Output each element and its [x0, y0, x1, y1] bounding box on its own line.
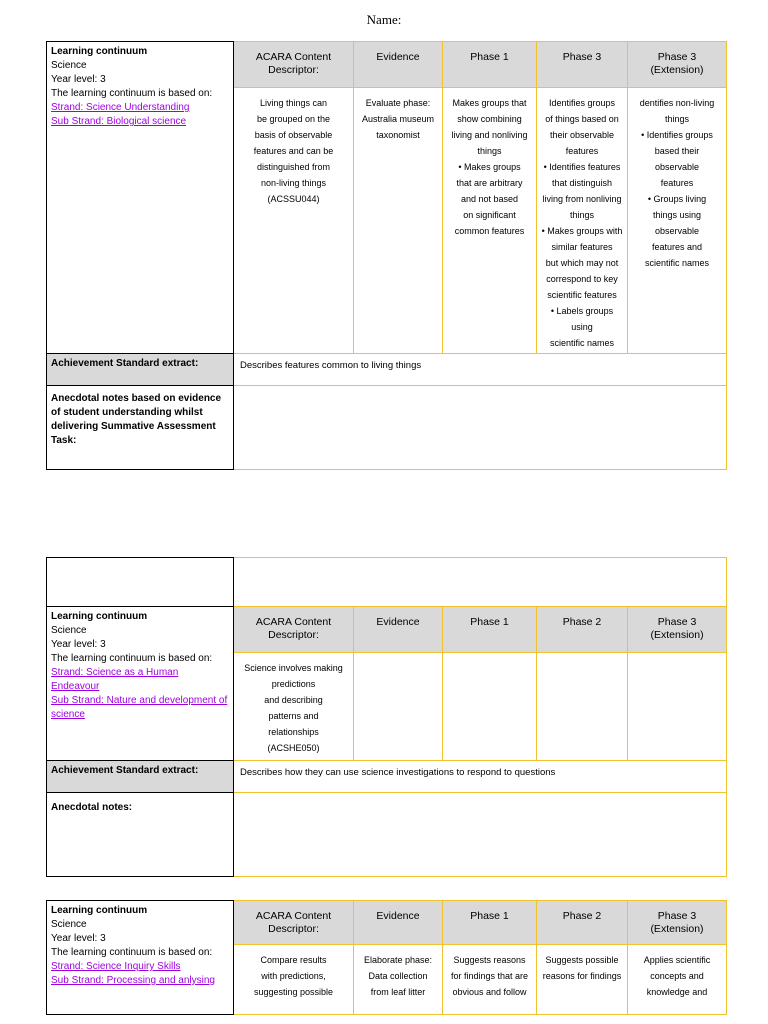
- subject: Science: [51, 919, 87, 930]
- header-evidence: Evidence: [354, 42, 443, 88]
- subject: Science: [51, 625, 87, 636]
- continuum-title: Learning continuum: [51, 46, 148, 57]
- descriptor-cell: Living things can be grouped on the basis of observable features and can be distinguished from non-living things (ACSSU044): [234, 88, 354, 354]
- phase-2-cell: Suggests possible reasons for findings: [537, 945, 628, 1015]
- strand-link[interactable]: Strand: Science Understanding: [51, 102, 190, 113]
- phase-3-extension-cell: dentifies non-living things • Identifies groups based their observable features • Groups living things using observable features and scientific names: [628, 88, 727, 354]
- sub-strand-link[interactable]: Sub Strand: Nature and development of science: [51, 695, 228, 720]
- based-on-label: The learning continuum is based on:: [51, 947, 213, 958]
- based-on-label: The learning continuum is based on:: [51, 653, 213, 664]
- phase-2-cell: [537, 653, 628, 761]
- achievement-standard-label: Achievement Standard extract:: [47, 354, 234, 386]
- header-phase-3-extension: Phase 3 (Extension): [628, 607, 727, 653]
- continuum-title: Learning continuum: [51, 905, 148, 916]
- blank-top-cell: [234, 558, 727, 607]
- year-level: Year level: 3: [51, 74, 106, 85]
- phase-3-extension-cell: [628, 653, 727, 761]
- header-evidence: Evidence: [354, 607, 443, 653]
- phase-3-cell: Identifies groups of things based on their observable features • Identifies features that distinguish living from nonliving things • Makes groups with similar features but which may not correspond to key scientific features • Labels groups using scientific names: [537, 88, 628, 354]
- learning-continuum-table-1: [46, 41, 727, 470]
- header-phase-2: Phase 2: [537, 901, 628, 945]
- continuum-info: [47, 42, 234, 354]
- achievement-standard-text: Describes features common to living things: [234, 354, 727, 386]
- sub-strand-link[interactable]: Sub Strand: Biological science: [51, 116, 187, 127]
- header-evidence: Evidence: [354, 901, 443, 945]
- anecdotal-notes-area[interactable]: [234, 793, 727, 877]
- achievement-standard-label: Achievement Standard extract:: [47, 761, 234, 793]
- header-descriptor: ACARA Content Descriptor:: [234, 901, 354, 945]
- year-level: Year level: 3: [51, 639, 106, 650]
- continuum-info: [47, 607, 234, 761]
- strand-link[interactable]: Strand: Science as a Human Endeavour: [51, 667, 179, 692]
- evidence-cell: Elaborate phase: Data collection from leaf litter: [354, 945, 443, 1015]
- based-on-label: The learning continuum is based on:: [51, 88, 213, 99]
- phase-1-cell: Suggests reasons for findings that are obvious and follow: [443, 945, 537, 1015]
- header-phase-3: Phase 3: [537, 42, 628, 88]
- evidence-cell: [354, 653, 443, 761]
- strand-link[interactable]: Strand: Science Inquiry Skills: [51, 961, 181, 972]
- continuum-title: Learning continuum: [51, 611, 148, 622]
- header-phase-2: Phase 2: [537, 607, 628, 653]
- phase-1-cell: Makes groups that show combining living and nonliving things • Makes groups that are arbitrary and not based on significant common features: [443, 88, 537, 354]
- subject: Science: [51, 60, 87, 71]
- blank-left-cell: [47, 558, 234, 607]
- header-descriptor: ACARA Content Descriptor:: [234, 607, 354, 653]
- anecdotal-notes-label: Anecdotal notes based on evidence of student understanding whilst delivering Summative Assessment Task:: [47, 386, 234, 470]
- continuum-info: [47, 901, 234, 1015]
- header-phase-1: Phase 1: [443, 607, 537, 653]
- header-phase-1: Phase 1: [443, 901, 537, 945]
- learning-continuum-table-3: [46, 900, 727, 1015]
- anecdotal-notes-label: Anecdotal notes:: [47, 793, 234, 877]
- header-phase-3-extension: Phase 3 (Extension): [628, 901, 727, 945]
- anecdotal-notes-area[interactable]: [234, 386, 727, 470]
- year-level: Year level: 3: [51, 933, 106, 944]
- header-phase-3-extension: Phase 3 (Extension): [628, 42, 727, 88]
- achievement-standard-text: Describes how they can use science investigations to respond to questions: [234, 761, 727, 793]
- phase-1-cell: [443, 653, 537, 761]
- descriptor-cell: Compare results with predictions, suggesting possible: [234, 945, 354, 1015]
- name-label: Name:: [366, 12, 402, 27]
- header-phase-1: Phase 1: [443, 42, 537, 88]
- header-descriptor: ACARA Content Descriptor:: [234, 42, 354, 88]
- learning-continuum-table-2: [46, 557, 727, 877]
- sub-strand-link[interactable]: Sub Strand: Processing and anlysing: [51, 975, 215, 986]
- descriptor-cell: Science involves making predictions and describing patterns and relationships (ACSHE050): [234, 653, 354, 761]
- evidence-cell: Evaluate phase: Australia museum taxonomist: [354, 88, 443, 354]
- phase-3-extension-cell: Applies scientific concepts and knowledge and: [628, 945, 727, 1015]
